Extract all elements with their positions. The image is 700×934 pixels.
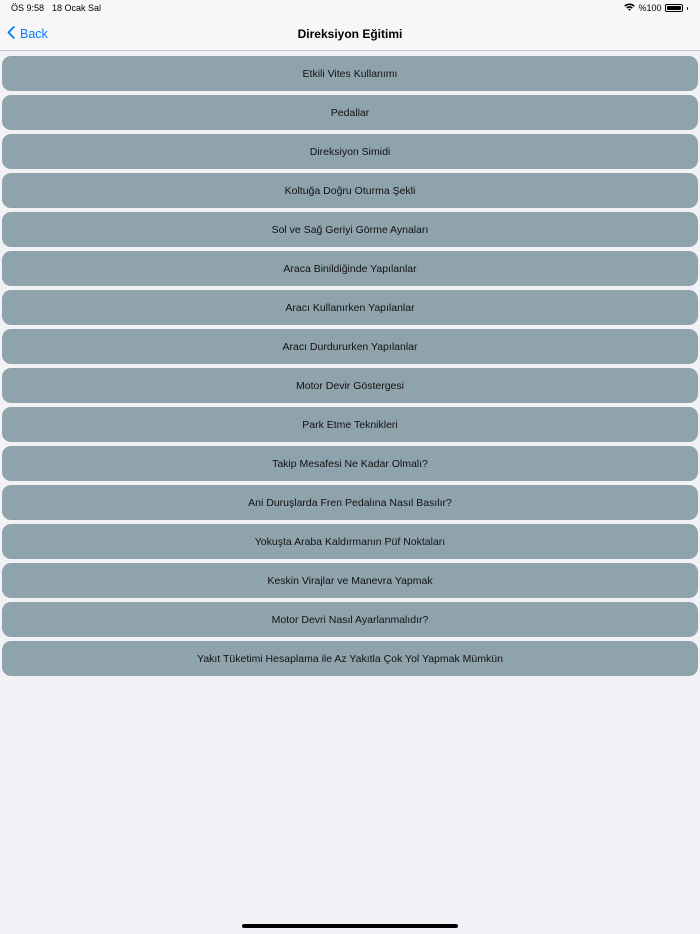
status-date: 18 Ocak Sal bbox=[52, 3, 102, 13]
list-item[interactable] bbox=[2, 563, 698, 598]
list-item-label: Pedallar bbox=[330, 106, 370, 119]
list-item-label: Park Etme Teknikleri bbox=[302, 418, 398, 431]
list-item[interactable] bbox=[2, 251, 698, 286]
battery-percent: %100 bbox=[638, 3, 662, 13]
status-time: ÖS 9:58 bbox=[11, 3, 45, 13]
list-item-label: Ani Duruşlarda Fren Pedalına Nasıl Basılır? bbox=[248, 496, 452, 509]
list-item-label: Motor Devir Göstergesi bbox=[296, 379, 404, 392]
list-item-label: Koltuğa Doğru Oturma Şekli bbox=[284, 184, 416, 197]
list-item[interactable] bbox=[2, 173, 698, 208]
list-item[interactable] bbox=[2, 524, 698, 559]
list-item[interactable] bbox=[2, 641, 698, 676]
page-title: Direksiyon Eğitimi bbox=[297, 27, 403, 41]
list-item[interactable] bbox=[2, 407, 698, 442]
list-item-label: Etkili Vites Kullanımı bbox=[302, 67, 398, 80]
wifi-icon bbox=[624, 3, 635, 13]
list-item[interactable] bbox=[2, 95, 698, 130]
list-item[interactable] bbox=[2, 290, 698, 325]
battery-icon bbox=[665, 4, 683, 12]
list-item-label: Yakıt Tüketimi Hesaplama ile Az Yakıtla Çok Yol Yapmak Mümkün bbox=[197, 652, 503, 665]
list-item[interactable] bbox=[2, 212, 698, 247]
status-left bbox=[11, 3, 101, 13]
list-item-label: Keskin Virajlar ve Manevra Yapmak bbox=[267, 574, 433, 587]
list-item[interactable] bbox=[2, 329, 698, 364]
list-item-label: Direksiyon Simidi bbox=[309, 145, 391, 158]
list-item[interactable] bbox=[2, 56, 698, 91]
battery-cap bbox=[687, 7, 689, 10]
list-item-label: Yokuşta Araba Kaldırmanın Püf Noktaları bbox=[254, 535, 446, 548]
list-item[interactable] bbox=[2, 446, 698, 481]
list-item-label: Motor Devri Nasıl Ayarlanmalıdır? bbox=[271, 613, 429, 626]
status-bar bbox=[0, 0, 700, 18]
status-right bbox=[624, 3, 688, 13]
topic-list bbox=[2, 56, 698, 680]
list-item-label: Takip Mesafesi Ne Kadar Olmalı? bbox=[272, 457, 428, 470]
list-item[interactable] bbox=[2, 602, 698, 637]
list-item[interactable] bbox=[2, 485, 698, 520]
list-item-label: Sol ve Sağ Geriyi Görme Aynaları bbox=[271, 223, 429, 236]
list-item-label: Araca Binildiğinde Yapılanlar bbox=[283, 262, 417, 275]
home-indicator[interactable] bbox=[242, 924, 458, 928]
list-item[interactable] bbox=[2, 134, 698, 169]
list-item-label: Aracı Kullanırken Yapılanlar bbox=[285, 301, 415, 314]
list-item[interactable] bbox=[2, 368, 698, 403]
list-item-label: Aracı Durdururken Yapılanlar bbox=[282, 340, 418, 353]
back-label: Back bbox=[20, 27, 48, 41]
navigation-bar bbox=[0, 18, 700, 51]
